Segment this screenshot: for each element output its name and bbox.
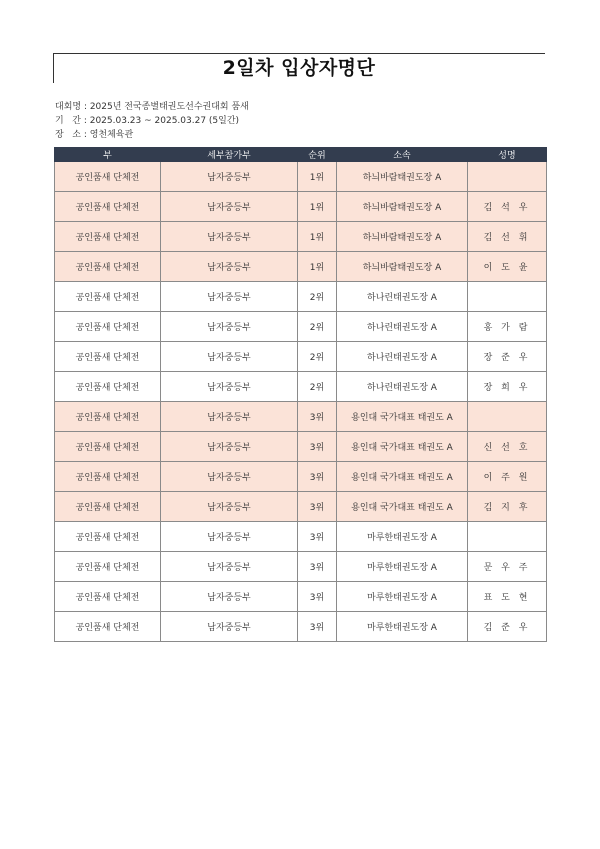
cell-team: 하늬바람태권도장 A [337, 252, 468, 282]
cell-division: 공인품새 단체전 [55, 492, 161, 522]
header-team: 소속 [337, 148, 468, 162]
cell-rank: 3위 [298, 522, 337, 552]
cell-team: 마루한태권도장 A [337, 612, 468, 642]
cell-name: 문 우 주 [468, 552, 547, 582]
table-row [55, 492, 547, 522]
cell-name: 김 선 휘 [468, 222, 547, 252]
cell-division: 공인품새 단체전 [55, 462, 161, 492]
cell-team: 하나린태권도장 A [337, 342, 468, 372]
cell-category: 남자중등부 [161, 402, 298, 432]
cell-rank: 1위 [298, 192, 337, 222]
cell-name: 이 주 원 [468, 462, 547, 492]
cell-name: 김 준 우 [468, 612, 547, 642]
cell-name [468, 402, 547, 432]
table-row [55, 522, 547, 552]
cell-team: 마루한태권도장 A [337, 582, 468, 612]
table-row [55, 162, 547, 192]
cell-division: 공인품새 단체전 [55, 222, 161, 252]
cell-division: 공인품새 단체전 [55, 582, 161, 612]
cell-name: 김 석 우 [468, 192, 547, 222]
table-row [55, 192, 547, 222]
cell-rank: 3위 [298, 552, 337, 582]
cell-category: 남자중등부 [161, 582, 298, 612]
cell-name: 장 희 우 [468, 372, 547, 402]
cell-team: 마루한태권도장 A [337, 552, 468, 582]
cell-rank: 1위 [298, 162, 337, 192]
cell-rank: 3위 [298, 612, 337, 642]
page-title: 2일차 입상자명단 [222, 57, 376, 79]
table-row [55, 612, 547, 642]
cell-category: 남자중등부 [161, 192, 298, 222]
cell-division: 공인품새 단체전 [55, 432, 161, 462]
cell-division: 공인품새 단체전 [55, 612, 161, 642]
cell-division: 공인품새 단체전 [55, 402, 161, 432]
table-row [55, 252, 547, 282]
table-row [55, 552, 547, 582]
cell-team: 용인대 국가대표 태권도 A [337, 492, 468, 522]
cell-category: 남자중등부 [161, 342, 298, 372]
cell-category: 남자중등부 [161, 282, 298, 312]
cell-category: 남자중등부 [161, 252, 298, 282]
cell-rank: 3위 [298, 582, 337, 612]
cell-rank: 3위 [298, 402, 337, 432]
cell-team: 하나린태권도장 A [337, 312, 468, 342]
cell-category: 남자중등부 [161, 162, 298, 192]
competition-period: 기 간 : 2025.03.23 ~ 2025.03.27 (5일간) [55, 116, 240, 126]
cell-division: 공인품새 단체전 [55, 252, 161, 282]
cell-team: 용인대 국가대표 태권도 A [337, 402, 468, 432]
cell-division: 공인품새 단체전 [55, 552, 161, 582]
winners-table [54, 147, 547, 642]
table-row [55, 222, 547, 252]
cell-name: 신 선 호 [468, 432, 547, 462]
table-row [55, 462, 547, 492]
cell-name: 홍 가 람 [468, 312, 547, 342]
cell-rank: 2위 [298, 282, 337, 312]
cell-division: 공인품새 단체전 [55, 522, 161, 552]
cell-name: 표 도 현 [468, 582, 547, 612]
table-row [55, 372, 547, 402]
competition-name: 대회명 : 2025년 전국종별태권도선수권대회 품새 [55, 102, 249, 112]
cell-rank: 2위 [298, 342, 337, 372]
cell-division: 공인품새 단체전 [55, 192, 161, 222]
cell-name [468, 522, 547, 552]
cell-division: 공인품새 단체전 [55, 342, 161, 372]
cell-category: 남자중등부 [161, 432, 298, 462]
cell-name [468, 282, 547, 312]
cell-rank: 3위 [298, 462, 337, 492]
cell-rank: 1위 [298, 252, 337, 282]
cell-rank: 1위 [298, 222, 337, 252]
table-row [55, 282, 547, 312]
cell-team: 하나린태권도장 A [337, 372, 468, 402]
cell-division: 공인품새 단체전 [55, 282, 161, 312]
cell-category: 남자중등부 [161, 222, 298, 252]
cell-category: 남자중등부 [161, 312, 298, 342]
table-header-row [55, 148, 547, 162]
cell-name: 이 도 윤 [468, 252, 547, 282]
cell-category: 남자중등부 [161, 372, 298, 402]
cell-team: 용인대 국가대표 태권도 A [337, 432, 468, 462]
competition-venue: 장 소 : 영천체육관 [55, 130, 134, 140]
cell-category: 남자중등부 [161, 612, 298, 642]
table-row [55, 312, 547, 342]
table-row [55, 432, 547, 462]
cell-category: 남자중등부 [161, 492, 298, 522]
cell-rank: 3위 [298, 432, 337, 462]
cell-division: 공인품새 단체전 [55, 162, 161, 192]
cell-rank: 2위 [298, 372, 337, 402]
header-division: 부 [55, 148, 161, 162]
cell-division: 공인품새 단체전 [55, 372, 161, 402]
table-row [55, 402, 547, 432]
header-rank: 순위 [298, 148, 337, 162]
cell-category: 남자중등부 [161, 522, 298, 552]
cell-team: 하늬바람태권도장 A [337, 192, 468, 222]
cell-team: 하늬바람태권도장 A [337, 162, 468, 192]
cell-category: 남자중등부 [161, 552, 298, 582]
cell-team: 하나린태권도장 A [337, 282, 468, 312]
cell-division: 공인품새 단체전 [55, 312, 161, 342]
cell-team: 용인대 국가대표 태권도 A [337, 462, 468, 492]
header-category: 세부참가부 [161, 148, 298, 162]
cell-category: 남자중등부 [161, 462, 298, 492]
table-row [55, 342, 547, 372]
table-row [55, 582, 547, 612]
header-name: 성명 [468, 148, 547, 162]
cell-name [468, 162, 547, 192]
cell-name: 김 지 후 [468, 492, 547, 522]
cell-team: 하늬바람태권도장 A [337, 222, 468, 252]
cell-rank: 2위 [298, 312, 337, 342]
cell-team: 마루한태권도장 A [337, 522, 468, 552]
cell-rank: 3위 [298, 492, 337, 522]
cell-name: 장 준 우 [468, 342, 547, 372]
